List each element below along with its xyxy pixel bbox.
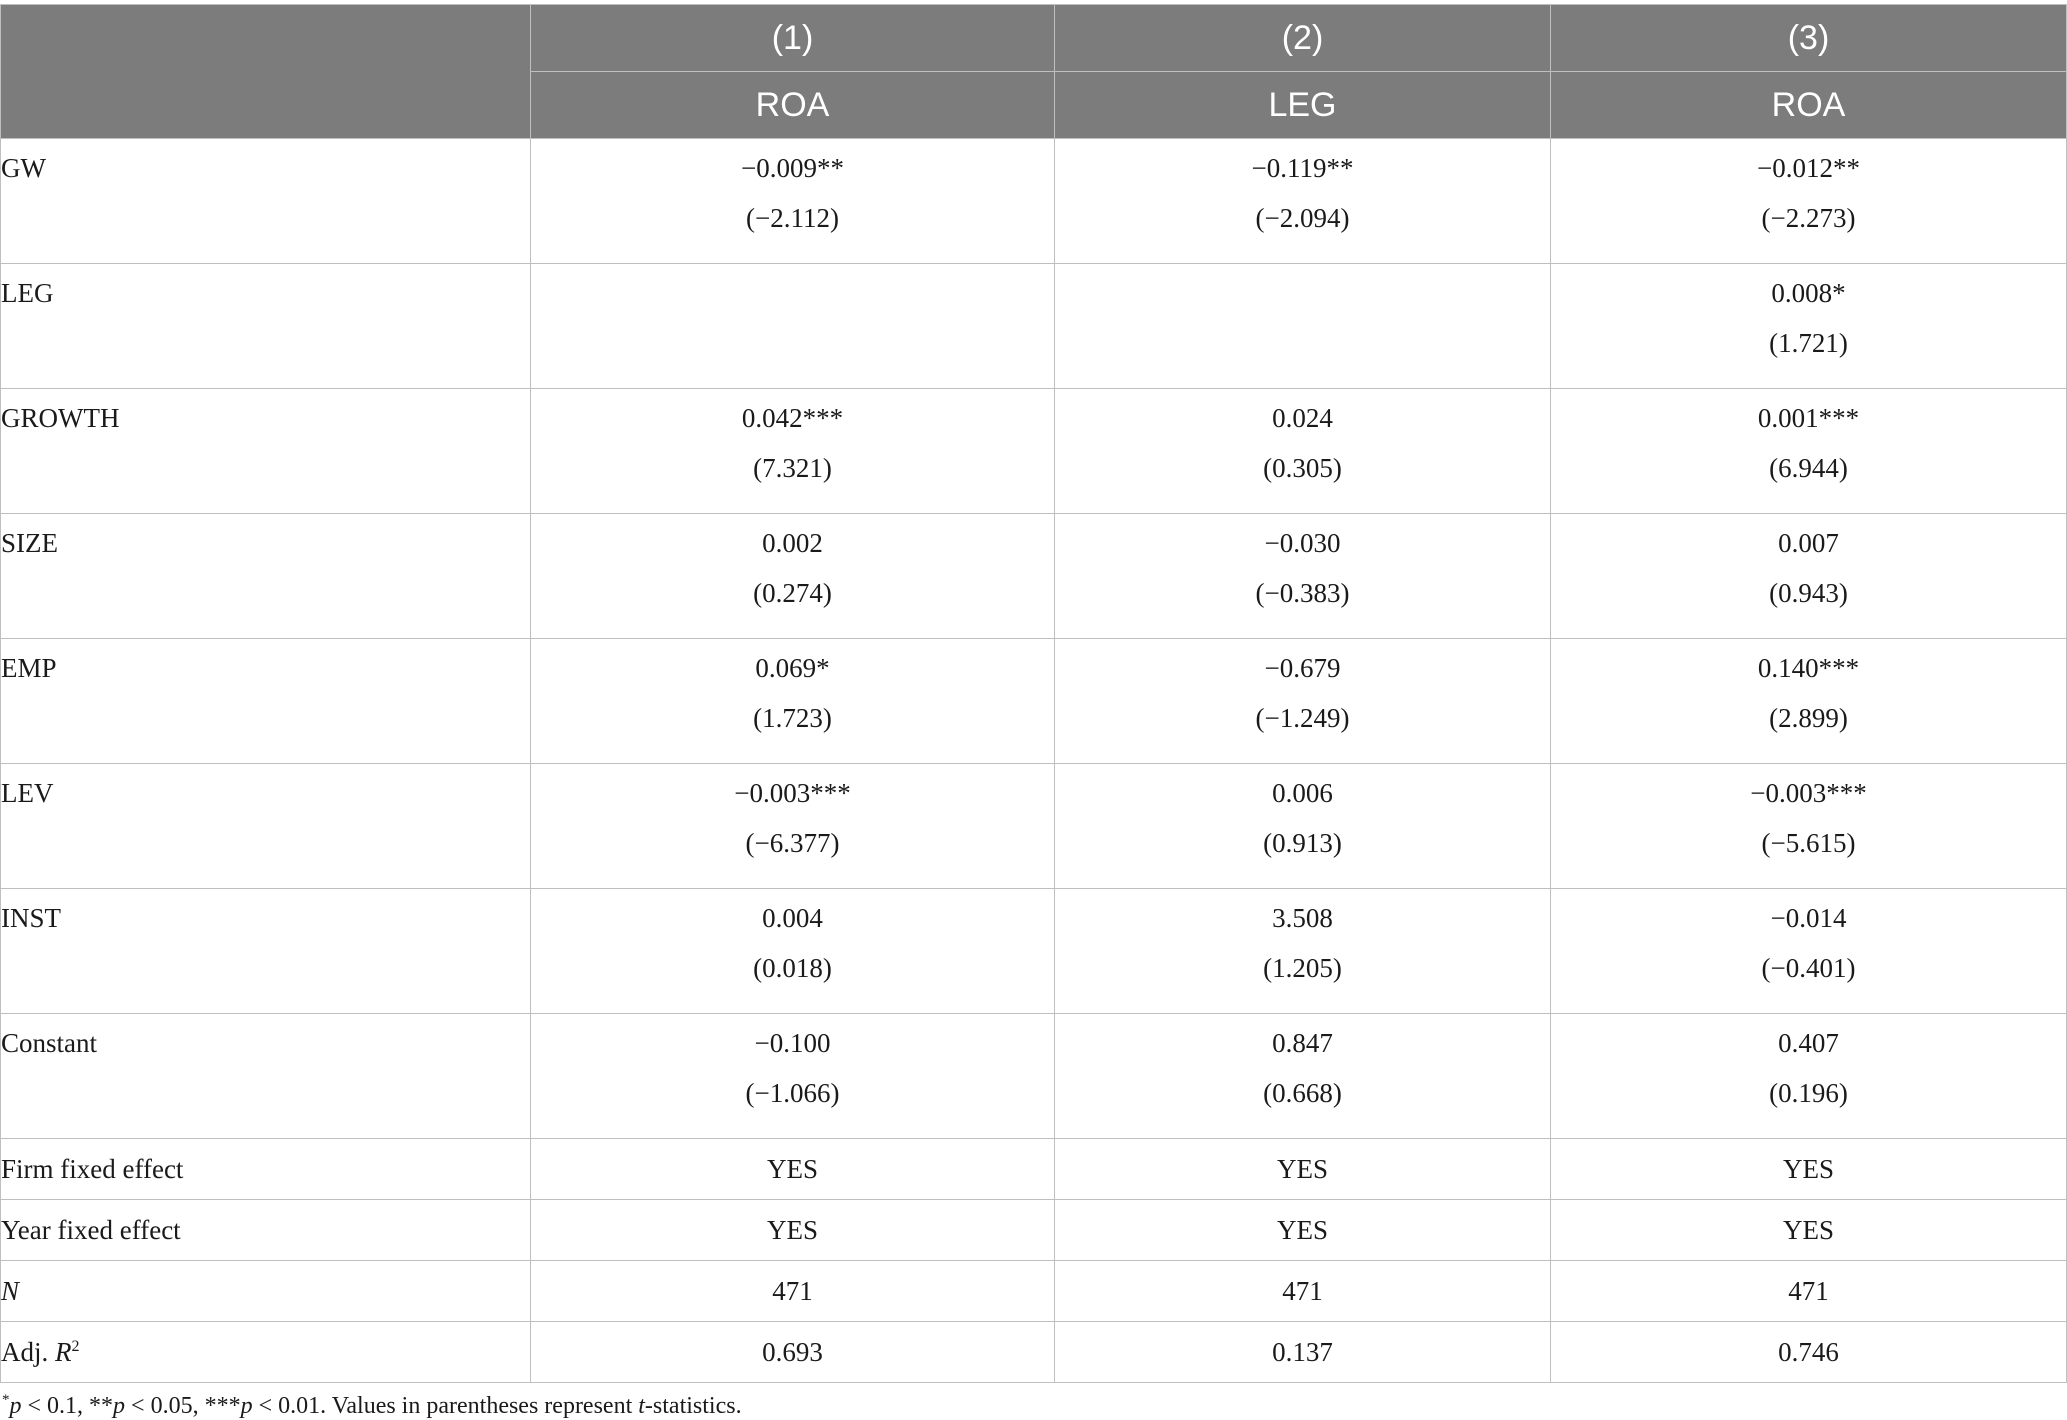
coefficient: 0.042*** <box>741 403 844 433</box>
row-label: N <box>1 1261 531 1322</box>
header-model-1: (1) <box>531 5 1055 72</box>
cell <box>1055 639 1551 764</box>
row-label: SIZE <box>1 514 531 639</box>
header-corner-cell <box>1 5 531 139</box>
footnote-var: t <box>638 1393 645 1419</box>
t-statistic: (0.943) <box>1769 578 1848 608</box>
row-label: GW <box>1 139 531 264</box>
cell <box>531 514 1055 639</box>
cell <box>1551 389 2067 514</box>
cell <box>1055 889 1551 1014</box>
t-statistic: (−5.615) <box>1761 828 1856 858</box>
t-statistic: (0.668) <box>1263 1078 1342 1108</box>
t-statistic <box>1055 278 1550 298</box>
header-model-2: (2) <box>1055 5 1551 72</box>
row-label: LEV <box>1 764 531 889</box>
footnote-var: p <box>113 1393 126 1419</box>
t-statistic: (1.205) <box>1263 953 1342 983</box>
t-statistic: (6.944) <box>1769 453 1848 483</box>
table-row-gw <box>1 139 2067 264</box>
table-row-n <box>1 1261 2067 1322</box>
cell: YES <box>1551 1139 2067 1200</box>
header-depvar-2: LEG <box>1055 72 1551 139</box>
cell <box>1551 889 2067 1014</box>
cell <box>1551 514 2067 639</box>
cell: 0.693 <box>531 1322 1055 1383</box>
header-depvar-1: ROA <box>531 72 1055 139</box>
row-label: EMP <box>1 639 531 764</box>
cell <box>1551 1014 2067 1139</box>
coefficient: 3.508 <box>1272 903 1333 933</box>
t-statistic: (−0.383) <box>1255 578 1350 608</box>
table-row-constant <box>1 1014 2067 1139</box>
t-statistic: (2.899) <box>1769 703 1848 733</box>
footnote-var: p <box>9 1393 22 1419</box>
row-label <box>1 1322 531 1383</box>
cell <box>531 264 1055 389</box>
coefficient <box>1055 264 1550 278</box>
coefficient: −0.030 <box>1264 528 1341 558</box>
coefficient <box>531 264 1054 278</box>
cell: YES <box>531 1139 1055 1200</box>
cell: YES <box>1055 1200 1551 1261</box>
cell <box>1551 264 2067 389</box>
cell <box>1055 139 1551 264</box>
t-statistic: (0.305) <box>1263 453 1342 483</box>
table-row-adj-r2 <box>1 1322 2067 1383</box>
coefficient: 0.407 <box>1778 1028 1839 1058</box>
coefficient: −0.012** <box>1757 153 1860 183</box>
footnote-text: -statistics. <box>644 1393 742 1419</box>
cell <box>1055 514 1551 639</box>
coefficient: 0.004 <box>762 903 823 933</box>
cell: 0.137 <box>1055 1322 1551 1383</box>
cell <box>1055 389 1551 514</box>
footnote-star: ** <box>89 1393 114 1419</box>
t-statistic: (−1.066) <box>745 1078 840 1108</box>
header-model-3: (3) <box>1551 5 2067 72</box>
cell: 471 <box>531 1261 1055 1322</box>
coefficient: 0.001*** <box>1757 403 1860 433</box>
footnote-star: *** <box>204 1393 241 1419</box>
t-statistic: (7.321) <box>753 453 832 483</box>
adj-label-prefix: Adj. <box>1 1336 55 1367</box>
t-statistic: (1.723) <box>753 703 832 733</box>
r-superscript: 2 <box>71 1337 80 1355</box>
footnote-star: * <box>2 1392 10 1408</box>
regression-table <box>0 4 2067 1383</box>
cell <box>531 639 1055 764</box>
coefficient: 0.140*** <box>1757 653 1860 683</box>
cell: YES <box>1551 1200 2067 1261</box>
cell <box>531 1014 1055 1139</box>
row-label: Constant <box>1 1014 531 1139</box>
coefficient: 0.002 <box>762 528 823 558</box>
table-row-lev <box>1 764 2067 889</box>
row-label: GROWTH <box>1 389 531 514</box>
cell: YES <box>1055 1139 1551 1200</box>
t-statistic: (0.274) <box>753 578 832 608</box>
t-statistic: (−1.249) <box>1255 703 1350 733</box>
t-statistic: (0.018) <box>753 953 832 983</box>
cell <box>1055 1014 1551 1139</box>
cell <box>1551 764 2067 889</box>
table-row-leg <box>1 264 2067 389</box>
t-statistic: (−0.401) <box>1761 953 1856 983</box>
cell <box>531 889 1055 1014</box>
coefficient: 0.006 <box>1272 778 1333 808</box>
cell <box>531 389 1055 514</box>
table-row-year-fixed-effect <box>1 1200 2067 1261</box>
coefficient: −0.014 <box>1770 903 1847 933</box>
row-label: INST <box>1 889 531 1014</box>
t-statistic: (−2.273) <box>1761 203 1856 233</box>
footnote-text: < 0.05, <box>125 1393 205 1419</box>
t-statistic <box>531 278 1054 298</box>
table-row-firm-fixed-effect <box>1 1139 2067 1200</box>
coefficient: 0.007 <box>1778 528 1839 558</box>
row-label: Firm fixed effect <box>1 1139 531 1200</box>
cell <box>531 764 1055 889</box>
row-label: Year fixed effect <box>1 1200 531 1261</box>
t-statistic: (0.913) <box>1263 828 1342 858</box>
footnote-text: < 0.1, <box>21 1393 90 1419</box>
t-statistic: (−2.094) <box>1255 203 1350 233</box>
cell <box>1551 139 2067 264</box>
coefficient: −0.009** <box>741 153 844 183</box>
regression-table-container <box>0 4 2067 1420</box>
cell <box>1055 764 1551 889</box>
table-row-size <box>1 514 2067 639</box>
coefficient: −0.119** <box>1251 153 1354 183</box>
footnote-var: p <box>240 1393 253 1419</box>
header-row-model-numbers <box>1 5 2067 72</box>
t-statistic: (1.721) <box>1769 328 1848 358</box>
table-row-inst <box>1 889 2067 1014</box>
footnote-text: < 0.01. Values in parentheses represent <box>252 1393 639 1419</box>
coefficient: −0.679 <box>1264 653 1341 683</box>
header-depvar-3: ROA <box>1551 72 2067 139</box>
coefficient: −0.003*** <box>734 778 851 808</box>
cell <box>1551 639 2067 764</box>
coefficient: 0.008* <box>1771 278 1846 308</box>
r-variable: R <box>55 1336 72 1367</box>
table-footnote <box>0 1393 2067 1420</box>
cell <box>1055 264 1551 389</box>
cell: 0.746 <box>1551 1322 2067 1383</box>
coefficient: 0.024 <box>1272 403 1333 433</box>
table-row-growth <box>1 389 2067 514</box>
cell <box>531 139 1055 264</box>
row-label: LEG <box>1 264 531 389</box>
table-row-emp <box>1 639 2067 764</box>
cell: 471 <box>1055 1261 1551 1322</box>
cell: 471 <box>1551 1261 2067 1322</box>
coefficient: −0.003*** <box>1750 778 1867 808</box>
coefficient: −0.100 <box>754 1028 831 1058</box>
t-statistic: (−6.377) <box>745 828 840 858</box>
t-statistic: (0.196) <box>1769 1078 1848 1108</box>
cell: YES <box>531 1200 1055 1261</box>
coefficient: 0.847 <box>1272 1028 1333 1058</box>
coefficient: 0.069* <box>755 653 830 683</box>
t-statistic: (−2.112) <box>746 203 839 233</box>
